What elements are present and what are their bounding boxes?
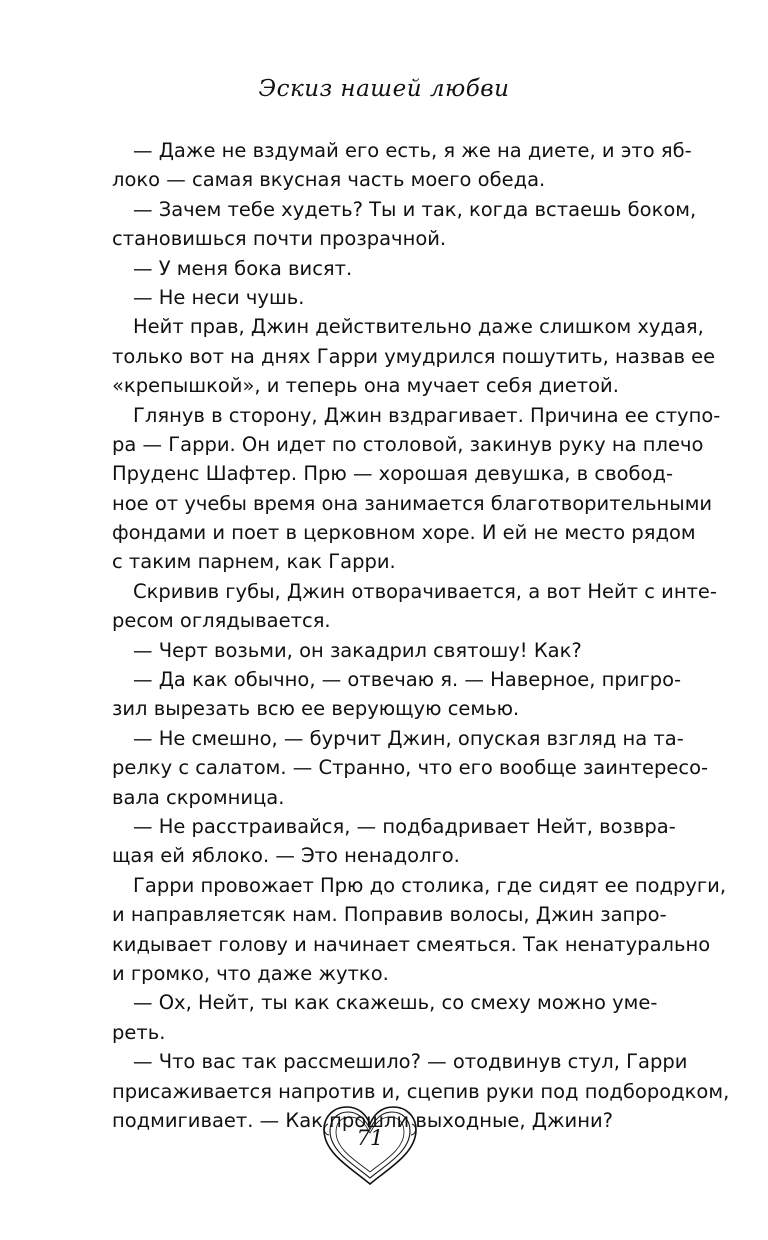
text-line: Скривив губы, Джин отворачивается, а вот Нейт с инте-	[133, 579, 717, 603]
text-line: — Не расстраивайся, — подбадривает Нейт, возвра-	[133, 814, 676, 838]
text-line: зил вырезать всю ее верующую семью.	[112, 697, 520, 721]
text-line: — Не неси чушь.	[133, 285, 305, 309]
text-line: только вот на днях Гарри умудрился пошутить, назвав ее	[112, 344, 716, 368]
text-line: щая ей яблоко. — Это ненадолго.	[112, 844, 460, 868]
text-line: становишься почти прозрачной.	[112, 227, 447, 251]
text-line: — Даже не вздумай его есть, я же на диете, и это яб-	[133, 139, 692, 162]
text-line: и громко, что даже жутко.	[112, 961, 389, 985]
text-line: релку с салатом. — Странно, что его вообще заинтересо-	[112, 756, 709, 780]
text-line: Нейт прав, Джин действительно даже слишком худая,	[133, 315, 704, 339]
text-line: ресом оглядывается.	[112, 609, 331, 633]
text-line: — Не смешно, — бурчит Джин, опуская взгляд на та-	[133, 726, 684, 750]
text-line: — Ох, Нейт, ты как скажешь, со смеху можно уме-	[133, 991, 658, 1015]
text-line: — Да как обычно, — отвечаю я. — Наверное, пригро-	[133, 668, 682, 692]
text-line: кидывает голову и начинает смеяться. Так ненатурально	[112, 932, 711, 956]
body-text	[112, 136, 730, 1135]
text-line: локо — самая вкусная часть моего обеда.	[112, 168, 546, 192]
text-line: — Зачем тебе худеть? Ты и так, когда встаешь боком,	[133, 197, 697, 221]
text-line: — Черт возьми, он закадрил святошу! Как?	[133, 638, 582, 662]
text-line: Гарри провожает Прю до столика, где сидят ее подруги,	[133, 873, 727, 897]
text-line: «крепышкой», и теперь она мучает себя диетой.	[112, 374, 619, 398]
text-line: ра — Гарри. Он идет по столовой, закинув руку на плечо	[112, 432, 704, 456]
running-title: Эскиз нашей любви	[258, 76, 510, 102]
page-folio	[320, 1104, 420, 1188]
text-line: подмигивает. — Как прошли выходные, Джини?	[112, 1108, 613, 1132]
text-line: реть.	[112, 1020, 166, 1044]
text-line: — Что вас так рассмешило? — отодвинув стул, Гарри	[133, 1050, 688, 1074]
text-line: вала скромница.	[112, 785, 285, 809]
text-line: Глянув в сторону, Джин вздрагивает. Причина ее ступо-	[133, 403, 721, 427]
text-line: присаживается напротив и, сцепив руки под подбородком,	[112, 1079, 730, 1103]
text-line: с таким парнем, как Гарри.	[112, 550, 396, 574]
text-line: ное от учебы время она занимается благотворительными	[112, 491, 713, 515]
text-line: — У меня бока висят.	[133, 256, 353, 280]
text-line: фондами и поет в церковном хоре. И ей не место рядом	[112, 521, 696, 545]
text-line: Пруденс Шафтер. Прю — хорошая девушка, в свобод-	[112, 462, 673, 486]
page-number: 71	[356, 1126, 384, 1150]
text-line: и направляетсяк нам. Поправив волосы, Джин запро-	[112, 903, 667, 927]
